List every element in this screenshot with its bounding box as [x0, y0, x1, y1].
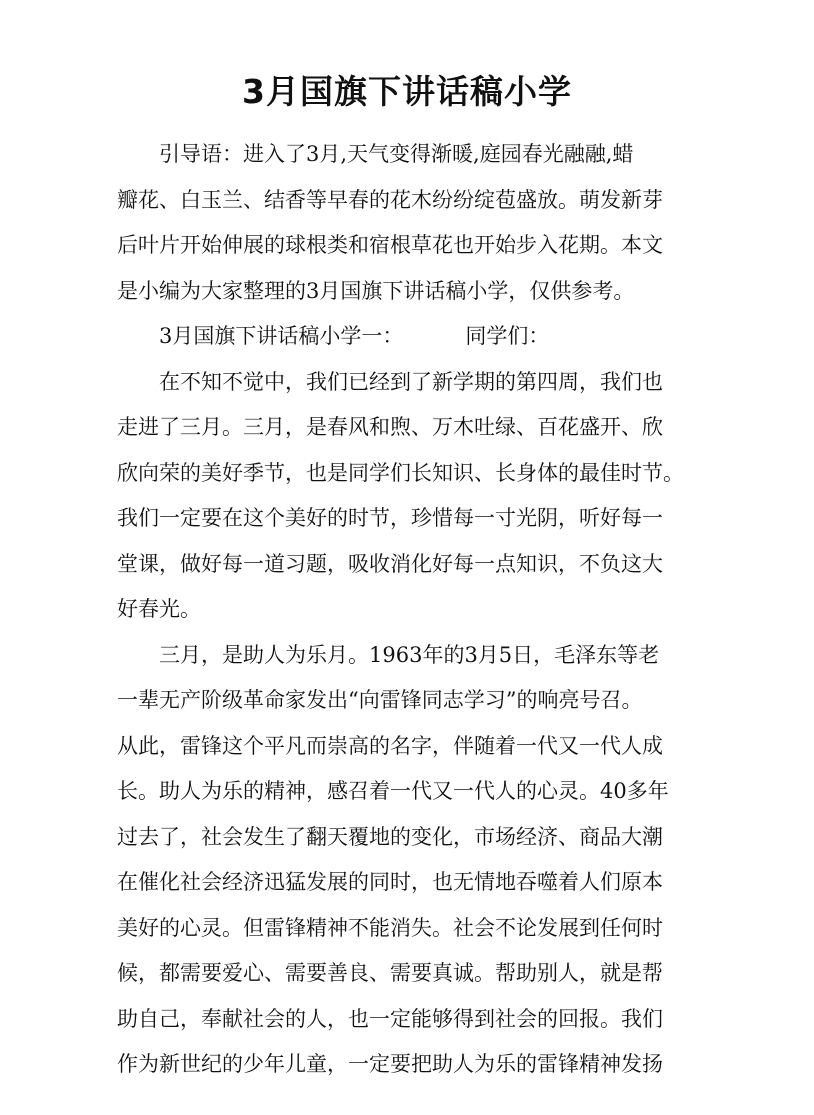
document-title: 3月国旗下讲话稿小学 — [242, 72, 572, 111]
intro-line: 是小编为大家整理的3月国旗下讲话稿小学，仅供参考。 — [117, 278, 635, 303]
paragraph-line: 从此，雷锋这个平凡而崇高的名字，伴随着一代又一代人成 — [117, 733, 663, 758]
paragraph-line: 走进了三月。三月，是春风和煦、万木吐绿、百花盛开、欣 — [117, 415, 663, 439]
paragraph-line: 过去了，社会发生了翻天覆地的变化，市场经济、商品大潮 — [117, 824, 663, 849]
paragraph-line: 三月，是助人为乐月。1963年的3月5日，毛泽东等老 — [159, 642, 660, 667]
section-heading-salutation: 同学们： — [465, 324, 550, 348]
paragraph-line: 作为新世纪的少年儿童，一定要把助人为乐的雷锋精神发扬 — [117, 1052, 663, 1076]
paragraph-line: 一辈无产阶级革命家发出“向雷锋同志学习”的响亮号召。 — [117, 688, 643, 712]
document-body — [117, 132, 727, 1088]
paragraph-line: 候，都需要爱心、需要善良、需要真诚。帮助别人，就是帮 — [117, 961, 663, 985]
paragraph-line: 堂课，做好每一道习题，吸收消化好每一点知识，不负这大 — [117, 551, 663, 576]
body-paragraph-2 — [117, 633, 727, 1088]
paragraph-line: 长。助人为乐的精神，感召着一代又一代人的心灵。40多年 — [117, 779, 669, 803]
paragraph-line: 在不知不觉中，我们已经到了新学期的第四周，我们也 — [159, 369, 663, 394]
paragraph-line: 在催化社会经济迅猛发展的同时，也无情地吞噬着人们原本 — [117, 870, 663, 894]
section-heading — [117, 314, 727, 360]
paragraph-line: 好春光。 — [117, 597, 201, 621]
intro-paragraph — [117, 132, 727, 314]
intro-line: 后叶片开始伸展的球根类和宿根草花也开始步入花期。本文 — [117, 233, 663, 257]
paragraph-line: 助自己，奉献社会的人，也一定能够得到社会的回报。我们 — [117, 1006, 663, 1031]
body-paragraph-1 — [117, 360, 727, 633]
paragraph-line: 我们一定要在这个美好的时节，珍惜每一寸光阴，听好每一 — [117, 506, 663, 530]
intro-line: 瓣花、白玉兰、结香等早春的花木纷纷绽苞盛放。萌发新芽 — [117, 187, 663, 212]
paragraph-line: 欣向荣的美好季节，也是同学们长知识、长身体的最佳时节。 — [117, 460, 684, 485]
intro-line: 引导语：进入了3月,天气变得渐暖,庭园春光融融,蜡 — [159, 142, 634, 166]
section-heading-title: 3月国旗下讲话稿小学一： — [159, 324, 404, 348]
paragraph-line: 美好的心灵。但雷锋精神不能消失。社会不论发展到任何时 — [117, 915, 663, 940]
